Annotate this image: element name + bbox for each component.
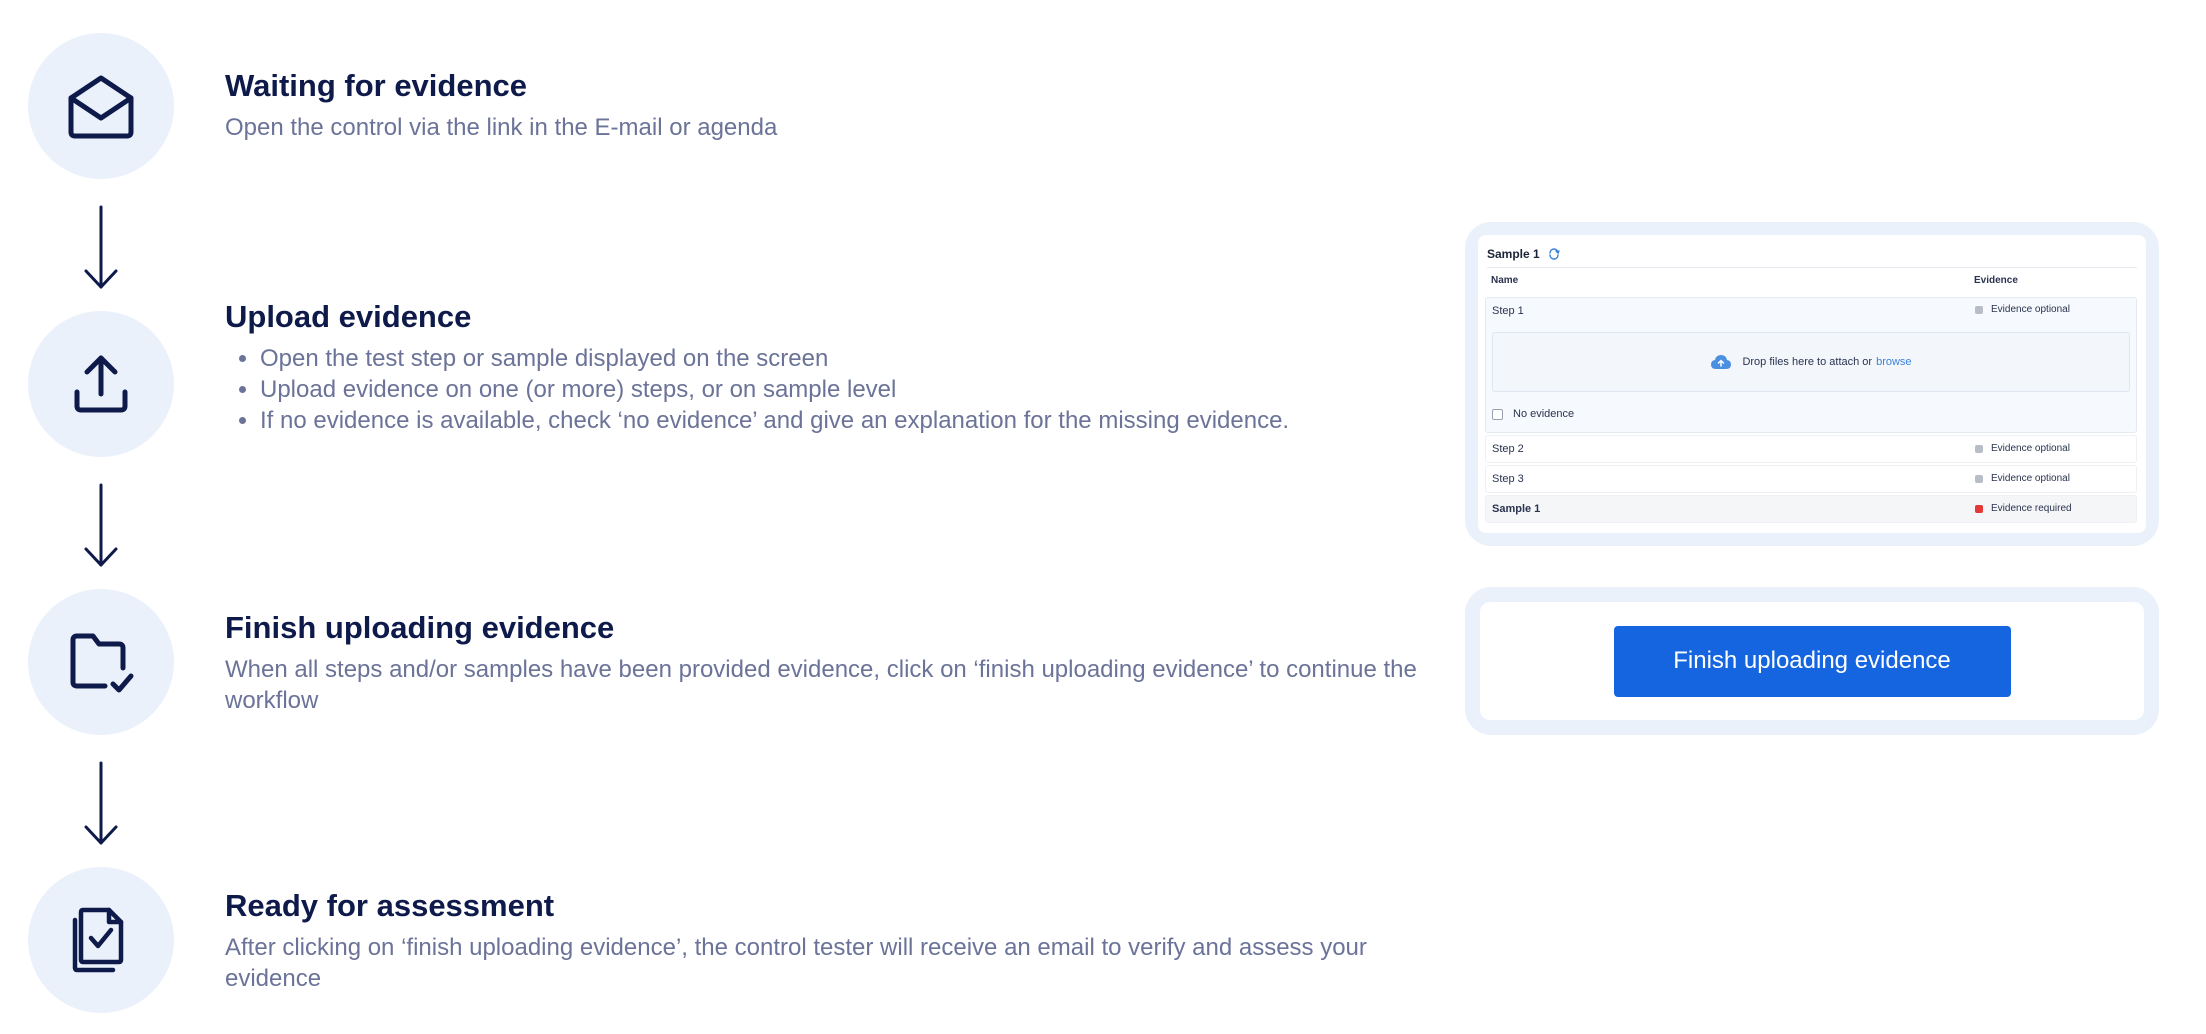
step-4-title: Ready for assessment xyxy=(225,888,555,923)
status-label: Evidence optional xyxy=(1991,304,2070,315)
status-label: Evidence optional xyxy=(1991,443,2070,454)
finish-uploading-evidence-button[interactable]: Finish uploading evidence xyxy=(1614,626,2011,697)
step-1-expanded-row[interactable] xyxy=(1485,297,2137,433)
row-name: Step 3 xyxy=(1492,473,1524,485)
arrow-down-icon xyxy=(82,483,120,569)
step-1 xyxy=(225,66,1425,143)
row-name: Sample 1 xyxy=(1492,503,1541,515)
column-header-evidence: Evidence xyxy=(1974,275,2018,286)
no-evidence-checkbox-row[interactable] xyxy=(1492,408,1574,420)
envelope-open-icon xyxy=(61,66,141,146)
status-dot xyxy=(1975,475,1983,483)
list-item: • If no evidence is available, check ‘no evidence’ and give an explanation for the missing evidence. xyxy=(260,405,1340,436)
status-dot xyxy=(1975,306,1983,314)
sample-header xyxy=(1487,241,2137,268)
step-4 xyxy=(225,886,1425,994)
arrow-down-icon xyxy=(82,761,120,847)
drop-text: Drop files here to attach or xyxy=(1742,356,1873,368)
folder-check-icon xyxy=(61,622,141,702)
refresh-icon[interactable] xyxy=(1548,248,1560,260)
step-2-title: Upload evidence xyxy=(225,299,472,334)
step-3-title: Finish uploading evidence xyxy=(225,610,615,645)
document-check-icon xyxy=(61,900,141,980)
list-item: • Upload evidence on one (or more) steps, or on sample level xyxy=(260,374,1425,405)
row-status xyxy=(1975,473,2070,484)
sample-title: Sample 1 xyxy=(1487,247,1540,261)
column-header-name: Name xyxy=(1491,275,1519,286)
step-3 xyxy=(225,608,1425,716)
step-1-status xyxy=(1975,304,2070,315)
status-label: Evidence required xyxy=(1991,503,2072,514)
step-3-icon-circle xyxy=(28,589,174,735)
step-4-description: After clicking on ‘finish uploading evidence’, the control tester will receive an email to verify and assess your evidence xyxy=(225,934,1367,992)
status-dot-required xyxy=(1975,505,1983,513)
list-item: • Open the test step or sample displayed on the screen xyxy=(260,343,1425,374)
table-row[interactable] xyxy=(1485,435,2137,463)
row-status xyxy=(1975,443,2070,454)
finish-button-card xyxy=(1480,602,2144,720)
no-evidence-label: No evidence xyxy=(1513,408,1575,420)
file-dropzone[interactable] xyxy=(1492,332,2130,392)
cloud-upload-icon xyxy=(1710,354,1732,370)
table-row[interactable] xyxy=(1485,465,2137,493)
step-4-icon-circle xyxy=(28,867,174,1013)
table-row[interactable] xyxy=(1485,495,2137,523)
step-1-name: Step 1 xyxy=(1492,305,1524,317)
row-name: Step 2 xyxy=(1492,443,1524,455)
step-1-title: Waiting for evidence xyxy=(225,68,528,103)
browse-link[interactable]: browse xyxy=(1876,356,1912,368)
step-2 xyxy=(225,297,1425,436)
evidence-preview-panel xyxy=(1465,222,2159,546)
arrow-down-icon xyxy=(82,205,120,291)
step-1-icon-circle xyxy=(28,33,174,179)
no-evidence-checkbox[interactable] xyxy=(1492,409,1503,420)
step-2-bullets xyxy=(225,343,1425,436)
step-2-icon-circle xyxy=(28,311,174,457)
finish-button-panel xyxy=(1465,587,2159,735)
status-dot xyxy=(1975,445,1983,453)
step-1-description: Open the control via the link in the E-mail or agenda xyxy=(225,114,778,141)
row-status xyxy=(1975,503,2072,514)
step-3-description: When all steps and/or samples have been provided evidence, click on ‘finish uploading evidence’ to continue the workflow xyxy=(225,656,1417,714)
evidence-preview-card xyxy=(1478,235,2146,533)
upload-icon xyxy=(61,344,141,424)
status-label: Evidence optional xyxy=(1991,473,2070,484)
